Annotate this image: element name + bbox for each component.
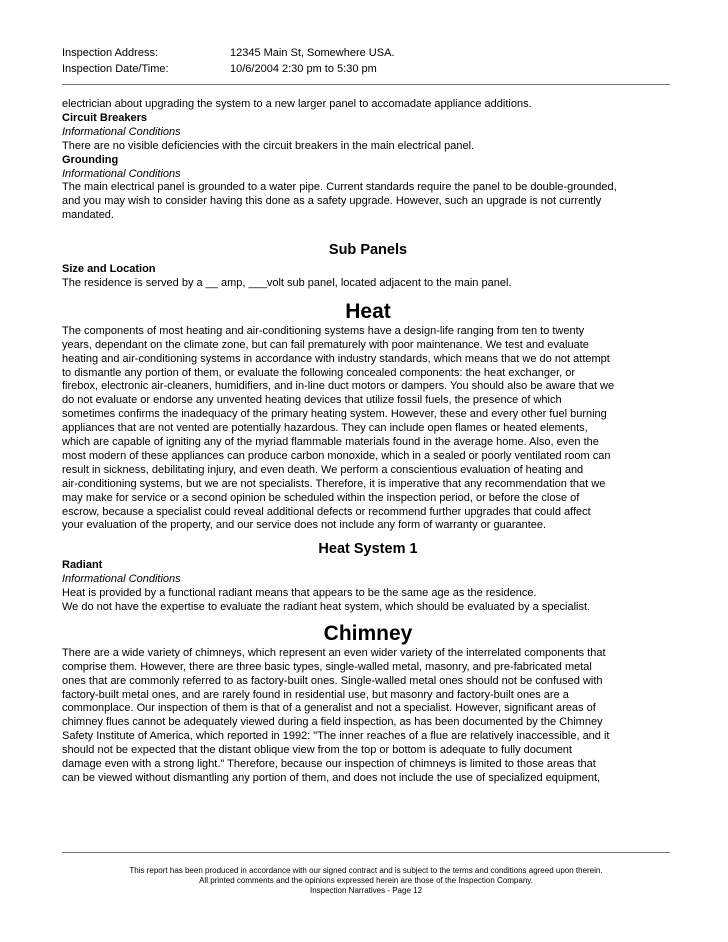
chimney-paragraph-line: commonplace. Our inspection of them is that of a generalist and not a specialist. However, significant areas of [62, 702, 596, 715]
address-row [62, 45, 394, 61]
chimney-heading: Chimney [323, 621, 413, 645]
chimney-paragraph-line: ones that are commonly referred to as factory-built ones. Single-walled metal ones should not be confused with [62, 674, 603, 687]
circuit-breakers-condition: Informational Conditions [62, 125, 181, 138]
footer-divider [62, 852, 670, 853]
date-row [62, 61, 394, 77]
chimney-paragraph-line: comprise them. However, there are three basic types, single-walled metal, masonry, and pre-fabricated metal [62, 660, 592, 673]
report-footer [62, 866, 670, 896]
radiant-line: We do not have the expertise to evaluate the radiant heat system, which should be evaluated by a specialist. [62, 601, 591, 613]
heat-heading: Heat [345, 299, 391, 323]
grounding-line: The main electrical panel is grounded to a water pipe. Current standards require the panel to be double-grounded, [62, 181, 617, 194]
chimney-paragraph-line: There are a wide variety of chimneys, which represent an even wider variety of the interrelated components that [62, 646, 606, 659]
footer-page-number: Inspection Narratives - Page 12 [309, 886, 423, 895]
heat-paragraph-line: air-conditioning systems, but we are not specialists. Therefore, it is imperative that any recommendation that we [62, 477, 606, 490]
address-value: 12345 Main St, Somewhere USA. [230, 47, 395, 59]
chimney-paragraph-line: factory-built metal ones, and are rarely found in residential use, but masonry and factory-built ones are a [62, 688, 569, 701]
heat-paragraph-line: do not evaluate or endorse any unvented heating devices that utilize fossil fuels, the presence of which [62, 394, 562, 407]
chimney-paragraph-line: can be viewed without dismantling any portion of them, and does not include the use of specialized equipment, [62, 771, 601, 784]
date-value: 10/6/2004 2:30 pm to 5:30 pm [230, 63, 377, 75]
heat-paragraph-line: firebox, electronic air-cleaners, humidifiers, and in-line duct motors or dampers. You should also be aware that we [62, 380, 615, 393]
header-divider [62, 84, 670, 85]
heat-paragraph-line: to dismantle any portion of them, or evaluate the following concealed components: the heat exchanger, or [62, 366, 576, 379]
date-label: Inspection Date/Time: [62, 63, 169, 75]
chimney-paragraph [62, 647, 674, 786]
heat-paragraph-line: The components of most heating and air-conditioning systems have a design-life ranging from ten to twenty [62, 324, 585, 337]
address-label: Inspection Address: [62, 47, 159, 59]
heat-paragraph-line: your evaluation of the property, and our service does not include any form of warranty or guarantee. [62, 519, 547, 532]
sub-panels-heading: Sub Panels [328, 242, 408, 259]
grounding-line: mandated. [62, 209, 114, 222]
heat-paragraph-line: which are capable of igniting any of the myriad flammable materials found in the average home. Also, even the [62, 436, 599, 449]
circuit-breakers-text: There are no visible deficiencies with the circuit breakers in the main electrical panel. [62, 139, 475, 152]
report-header [62, 45, 394, 77]
report-body [62, 98, 674, 786]
heat-system-1-heading: Heat System 1 [318, 541, 418, 558]
heat-paragraph-line: escrow, because a specialist could reveal additional defects or recommend further upgrades that could affect [62, 505, 591, 518]
heat-paragraph-line: most modern of these appliances can produce carbon monoxide, which in a sealed or poorly ventilated room can [62, 449, 611, 462]
chimney-paragraph-line: should not be expected that the distant oblique view from the top or bottom is adequate to fully document [62, 744, 572, 757]
grounding-condition: Informational Conditions [62, 167, 181, 180]
radiant-title: Radiant [62, 559, 103, 572]
heat-paragraph-line: appliances that are not vented are potentially hazardous. They can include open flames or heated elements, [62, 422, 588, 435]
heat-paragraph-line: result in sickness, debilitating injury, and even death. We perform a conscientious evaluation of heating and [62, 463, 584, 476]
heat-paragraph-line: heating and air-conditioning systems in accordance with industry standards, which means that we do not attempt [62, 352, 610, 365]
circuit-breakers-title: Circuit Breakers [62, 111, 147, 124]
heat-paragraph-line: may make for service or a second opinion be scheduled within the inspection period, or before the close of [62, 491, 580, 504]
radiant-line: Heat is provided by a functional radiant means that appears to be the same age as the residence. [62, 587, 537, 600]
grounding-line: and you may wish to consider having this done as a safety upgrade. However, such an upgrade is not currently [62, 195, 602, 208]
heat-paragraph-line: years, dependant on the climate zone, but can fail prematurely with poor maintenance. We test and evaluate [62, 338, 589, 351]
heat-paragraph [62, 325, 674, 534]
size-location-title: Size and Location [62, 263, 156, 276]
radiant-condition: Informational Conditions [62, 573, 181, 586]
chimney-paragraph-line: damage even with a strong light." Therefore, because our inspection of chimneys is limited to those areas that [62, 758, 596, 771]
chimney-paragraph-line: chimney flues cannot be adequately viewed during a field inspection, as has been documented by the Chimney [62, 716, 603, 729]
chimney-paragraph-line: Safety Institute of America, which reported in 1992: "The inner reaches of a flue are relatively inaccessible, and it [62, 730, 610, 743]
footer-disclaimer-line: This report has been produced in accordance with our signed contract and is subject to the terms and conditions agreed upon therein. [129, 866, 603, 875]
heat-paragraph-line: sometimes confirms the inadequacy of the primary heating system. However, these and every other fuel burning [62, 408, 607, 421]
continuation-text: electrician about upgrading the system to a new larger panel to accomadate appliance additions. [62, 98, 532, 110]
footer-disclaimer-line: All printed comments and the opinions expressed herein are those of the Inspection Company. [199, 876, 533, 885]
sub-panels-text: The residence is served by a __ amp, ___volt sub panel, located adjacent to the main panel. [62, 276, 512, 289]
grounding-title: Grounding [62, 153, 119, 166]
